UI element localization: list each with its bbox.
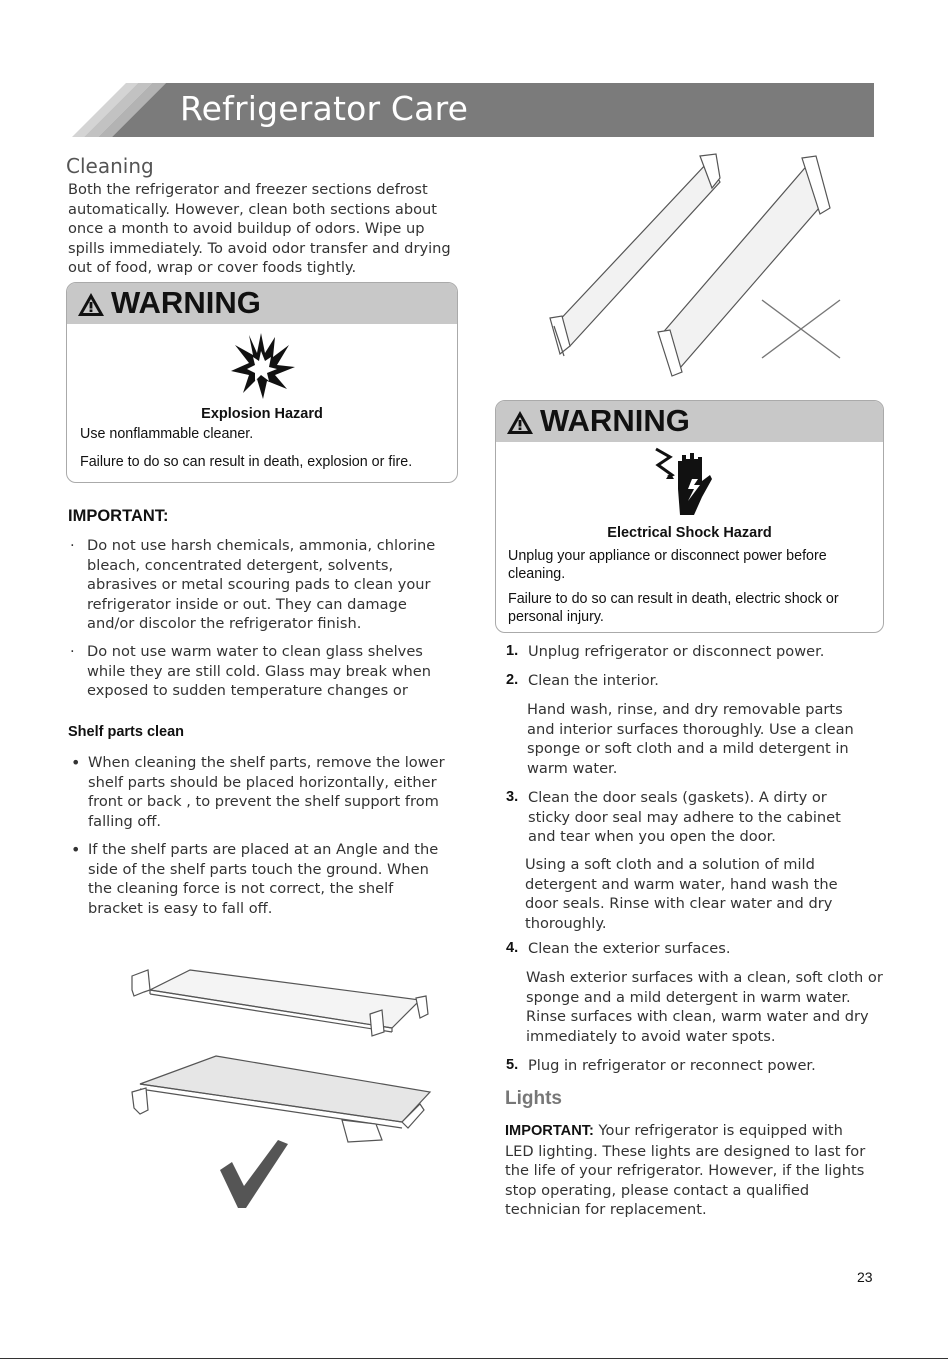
list-item-line: while they are still cold. Glass may break when bbox=[87, 662, 432, 680]
warning-header bbox=[67, 283, 457, 324]
step-detail-line: warm water. bbox=[527, 759, 618, 777]
shelf-lower-image bbox=[132, 1056, 430, 1142]
cleaning-intro-line: Both the refrigerator and freezer sections defrost bbox=[68, 181, 428, 198]
step-detail-line: Wash exterior surfaces with a clean, soft cloth or bbox=[526, 969, 883, 986]
shelf-horizontal-illustration bbox=[120, 962, 450, 1222]
step-number: 5. bbox=[506, 1057, 519, 1073]
shelf-angled-illustration bbox=[540, 150, 860, 380]
list-item bbox=[71, 753, 478, 831]
lights-text-line: Your refrigerator is equipped with bbox=[593, 1122, 843, 1139]
step-text-line: and tear when you open the door. bbox=[528, 828, 776, 846]
lights-heading: Lights bbox=[505, 1088, 562, 1109]
list-item-line: bracket is easy to fall off. bbox=[88, 899, 273, 917]
header-banner bbox=[72, 83, 874, 137]
list-item-line: Do not use harsh chemicals, ammonia, chlorine bbox=[87, 537, 436, 554]
step-text-line: sticky door seal may adhere to the cabinet bbox=[528, 808, 841, 826]
shelf-upper-image bbox=[132, 970, 428, 1036]
warning-text-line: personal injury. bbox=[508, 609, 604, 625]
lights-important-label: IMPORTANT: bbox=[505, 1123, 594, 1139]
step-number: 4. bbox=[506, 940, 519, 956]
step-4 bbox=[506, 939, 731, 959]
list-item-line: shelf parts should be placed horizontally, either bbox=[88, 773, 437, 791]
list-item-line: abrasives or metal scouring pads to clean your bbox=[87, 576, 431, 594]
check-mark-icon bbox=[220, 1140, 288, 1208]
bottom-rule bbox=[0, 1358, 948, 1359]
lights-text-line: stop operating, please contact a qualified bbox=[505, 1181, 810, 1199]
page-title: Refrigerator Care bbox=[180, 89, 469, 128]
page-number: 23 bbox=[857, 1269, 873, 1285]
list-item-line: exposed to sudden temperature changes or bbox=[87, 682, 408, 700]
explosion-icon bbox=[227, 331, 297, 401]
step-detail-line: detergent and warm water, hand wash the bbox=[525, 875, 838, 893]
step-2-detail bbox=[527, 700, 897, 778]
list-item-line: If the shelf parts are placed at an Angle and the bbox=[88, 841, 439, 858]
list-item-line: refrigerator inside or out. They can damage bbox=[87, 595, 407, 613]
shelf-heading: Shelf parts clean bbox=[68, 724, 185, 740]
warning-text-line: Failure to do so can result in death, electric shock or bbox=[508, 591, 839, 607]
step-detail-line: thoroughly. bbox=[525, 914, 607, 932]
step-text: Unplug refrigerator or disconnect power. bbox=[528, 643, 825, 660]
step-2 bbox=[506, 671, 659, 691]
bullet: • bbox=[71, 840, 81, 859]
cleaning-intro-line: out of food, wrap or cover foods tightly. bbox=[68, 259, 357, 277]
warning-label: WARNING bbox=[540, 403, 690, 438]
warning-text: Use nonflammable cleaner. bbox=[80, 426, 254, 442]
step-5 bbox=[506, 1056, 816, 1076]
list-item bbox=[70, 536, 477, 634]
list-item-line: front or back , to prevent the shelf support from bbox=[88, 793, 439, 811]
lights-text-line: LED lighting. These lights are designed to last for bbox=[505, 1142, 866, 1160]
cleaning-intro-line: once a month to avoid buildup of odors. Wipe up bbox=[68, 220, 425, 238]
list-item-line: falling off. bbox=[88, 812, 162, 830]
step-3-detail bbox=[525, 855, 895, 933]
list-item-line: bleach, concentrated detergent, solvents, bbox=[87, 556, 394, 574]
x-mark-icon bbox=[762, 300, 840, 358]
warning-header bbox=[496, 401, 883, 442]
step-detail-line: Using a soft cloth and a solution of mild bbox=[525, 856, 815, 873]
step-number: 2. bbox=[506, 672, 519, 688]
explosion-warning-box bbox=[66, 282, 458, 483]
list-item-line: side of the shelf parts touch the ground. When bbox=[88, 860, 429, 878]
warning-text bbox=[508, 590, 839, 626]
step-number: 1. bbox=[506, 643, 519, 659]
step-3 bbox=[506, 788, 898, 847]
bullet: · bbox=[70, 643, 75, 660]
list-item bbox=[71, 840, 478, 918]
cleaning-intro-line: spills immediately. To avoid odor transfer and drying bbox=[68, 239, 451, 257]
list-item bbox=[70, 642, 477, 701]
lights-text-line: technician for replacement. bbox=[505, 1201, 707, 1219]
step-detail-line: Rinse surfaces with clean, warm water and dry bbox=[526, 1008, 869, 1026]
step-detail-line: sponge and a mild detergent in warm water. bbox=[526, 988, 851, 1006]
lights-text bbox=[505, 1121, 905, 1220]
step-text: Plug in refrigerator or reconnect power. bbox=[528, 1057, 816, 1074]
important-heading: IMPORTANT: bbox=[68, 507, 169, 525]
step-detail-line: and interior surfaces thoroughly. Use a clean bbox=[527, 720, 854, 738]
cleaning-heading: Cleaning bbox=[66, 154, 154, 178]
step-text: Clean the interior. bbox=[528, 672, 659, 689]
warning-text: Failure to do so can result in death, explosion or fire. bbox=[80, 454, 413, 470]
warning-text-line: cleaning. bbox=[508, 566, 566, 582]
step-detail-line: sponge or soft cloth and a mild detergent in bbox=[527, 740, 849, 758]
list-item-line: Do not use warm water to clean glass shelves bbox=[87, 643, 423, 660]
step-1 bbox=[506, 642, 825, 662]
cleaning-intro bbox=[68, 180, 478, 278]
hazard-title: Electrical Shock Hazard bbox=[607, 525, 772, 541]
step-detail-line: immediately to avoid water spots. bbox=[526, 1027, 776, 1045]
bullet: · bbox=[70, 537, 75, 554]
warning-triangle-icon bbox=[77, 292, 105, 317]
step-text: Clean the exterior surfaces. bbox=[528, 940, 731, 957]
list-item-line: When cleaning the shelf parts, remove the lower bbox=[88, 754, 445, 771]
list-item-line: and/or discolor the refrigerator finish. bbox=[87, 615, 362, 633]
electric-shock-icon bbox=[648, 445, 718, 517]
step-4-detail bbox=[526, 968, 906, 1046]
step-detail-line: door seals. Rinse with clear water and dry bbox=[525, 895, 833, 913]
step-text-line: Clean the door seals (gaskets). A dirty or bbox=[528, 789, 827, 806]
hazard-title: Explosion Hazard bbox=[201, 406, 323, 422]
cleaning-intro-line: automatically. However, clean both sections about bbox=[68, 200, 437, 218]
step-number: 3. bbox=[506, 789, 519, 805]
warning-text-line: Unplug your appliance or disconnect power before bbox=[508, 548, 827, 564]
list-item-line: the cleaning force is not correct, the shelf bbox=[88, 880, 394, 898]
warning-text bbox=[508, 547, 827, 583]
warning-label: WARNING bbox=[111, 285, 261, 320]
electrical-warning-box bbox=[495, 400, 884, 633]
lights-text-line: the life of your refrigerator. However, if the lights bbox=[505, 1162, 865, 1180]
bullet: • bbox=[71, 753, 81, 772]
step-detail-line: Hand wash, rinse, and dry removable parts bbox=[527, 701, 843, 718]
warning-triangle-icon bbox=[506, 410, 534, 435]
